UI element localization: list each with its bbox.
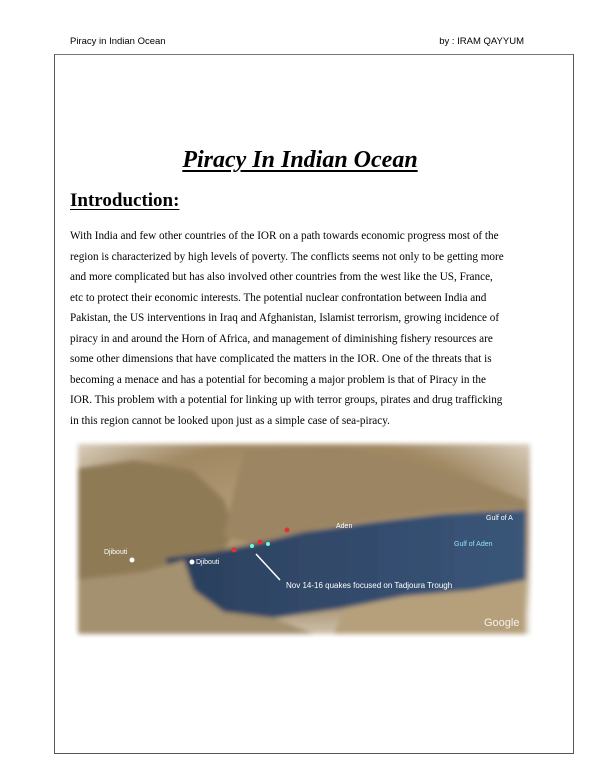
body-line: Pakistan, the US interventions in Iraq and Afghanistan, Islamist terrorism, growing incidence of [70,312,500,324]
page-title: Piracy In Indian Ocean [182,147,418,173]
body-line: becoming a menace and has a potential for becoming a major problem is that of Piracy in the [70,373,486,386]
body-line: some other dimensions that have complicated the matters in the IOR. One of the threats that is [70,353,492,365]
incident-marker [250,544,254,548]
city-marker [190,560,195,565]
map-label-aden: Aden [336,523,353,530]
incident-marker [266,542,270,546]
incident-marker [232,548,237,553]
body-paragraph [70,226,530,431]
body-line: and more complicated but has also involved other countries from the west like the US, France, [70,271,493,283]
google-watermark: Google [484,617,520,629]
incident-marker [285,528,290,533]
body-line: etc to protect their economic interests. The potential nuclear confrontation between India and [70,291,487,304]
body-line: IOR. This problem with a potential for linking up with terror groups, pirates and drug trafficking [70,394,503,406]
body-line: piracy in and around the Horn of Africa, and management of diminishing fishery resources are [70,332,493,345]
running-header-title: Piracy in Indian Ocean [70,36,166,47]
map-annotation: Nov 14-16 quakes focused on Tadjoura Trough [286,581,453,590]
incident-marker [258,540,263,545]
satellite-map-image [74,440,534,638]
city-marker [130,558,135,563]
section-heading: Introduction: [70,190,180,211]
body-line: in this region cannot be looked upon just as a simple case of sea-piracy. [70,414,390,427]
body-line: With India and few other countries of the IOR on a path towards economic progress most of the [70,230,499,242]
running-header-author: by : IRAM QAYYUM [439,36,524,47]
map-label-djibouti-city: Djibouti [196,559,220,566]
map-label-djibouti: Djibouti [104,549,128,556]
map-label-gulf: Gulf of A [486,515,513,522]
body-line: region is characterized by high levels of poverty. The conflicts seems not only to be getting more [70,250,504,263]
map-label-gulf-of-aden: Gulf of Aden [454,541,493,548]
